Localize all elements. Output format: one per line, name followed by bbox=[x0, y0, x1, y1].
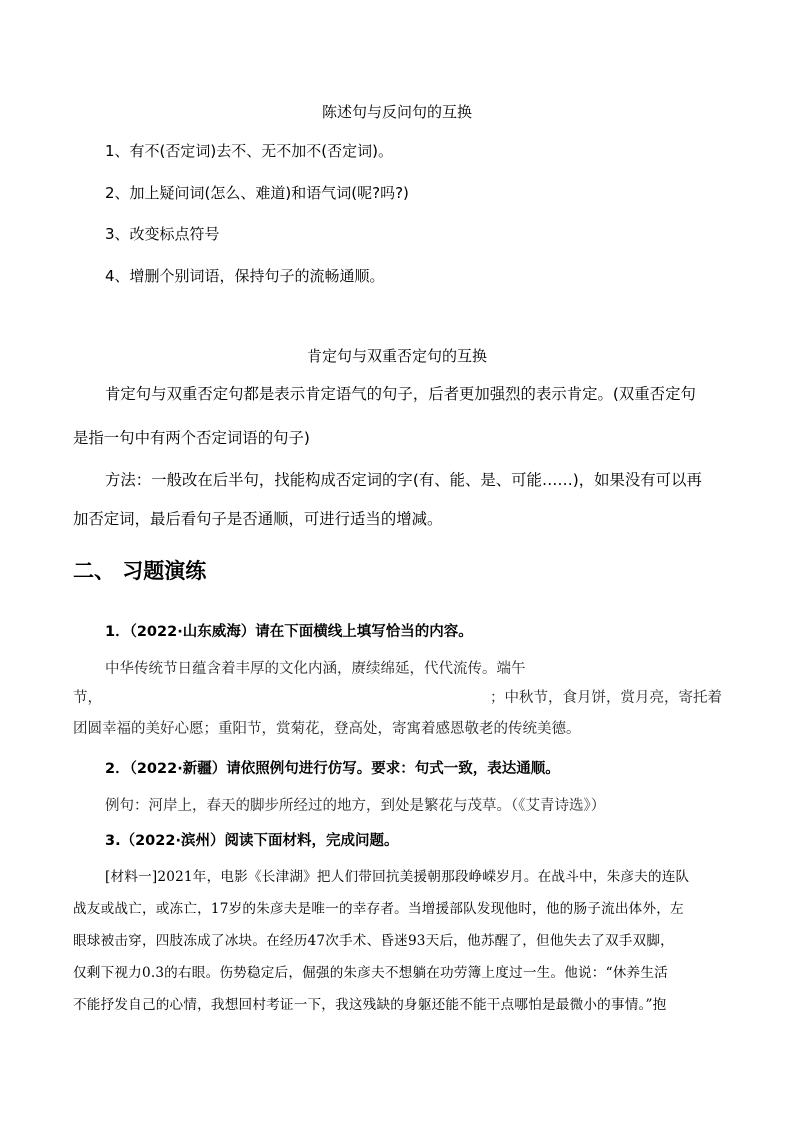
material-line-1: [材料一]2021年，电影《长津湖》把人们带回抗美援朝那段峥嵘岁月。在战斗中，朱彦夫的连队 bbox=[105, 869, 690, 885]
material-line-5: 不能抒发自己的心情，我想回村考证一下，我这残缺的身躯还能不能干点哪怕是最微小的事情。”抱 bbox=[73, 997, 667, 1013]
exercise-heading: 二、 习题演练 bbox=[73, 559, 207, 583]
section-title-declarative-rhetorical: 陈述句与反问句的互换 bbox=[321, 103, 472, 121]
material-line-4: 仅剩下视力0.3的右眼。伤势稳定后，倔强的朱彦夫不想躺在功劳簿上度过一生。他说：“休养生活 bbox=[73, 965, 668, 981]
rule-item-2: 2、加上疑问词(怎么、难道)和语气词(呢?吗?) bbox=[105, 184, 409, 202]
question-1-line-3: 团圆幸福的美好心愿；重阳节，赏菊花，登高处，寄寓着感恩敬老的传统美德。 bbox=[73, 721, 581, 737]
question-3-title: 3.（2022·滨州）阅读下面材料，完成问题。 bbox=[105, 833, 399, 849]
question-1-line-2-start: 节， bbox=[73, 690, 102, 706]
material-line-2: 战友或战亡，或冻亡，17岁的朱彦夫是唯一的幸存者。当增援部队发现他时，他的肠子流出体外，左 bbox=[73, 901, 684, 917]
rule-item-3: 3、改变标点符号 bbox=[105, 225, 220, 243]
method-paragraph-line-1: 方法：一般改在后半句，找能构成否定词的字(有、能、是、可能……)，如果没有可以再 bbox=[105, 471, 702, 489]
explanation-paragraph-line-2: 是指一句中有两个否定词语的句子) bbox=[73, 429, 310, 447]
question-1-line-1: 中华传统节日蕴含着丰厚的文化内涵，赓续绵延，代代流传。端午 bbox=[105, 661, 526, 677]
material-line-3: 眼球被击穿，四肢冻成了冰块。在经历47次手术、昏迷93天后，他苏醒了，但他失去了双手双脚， bbox=[73, 933, 674, 949]
method-paragraph-line-2: 加否定词，最后看句子是否通顺，可进行适当的增减。 bbox=[73, 510, 443, 528]
answer-blank[interactable] bbox=[103, 704, 488, 705]
question-2-title: 2．（2022·新疆）请依照例句进行仿写。要求：句式一致，表达通顺。 bbox=[105, 761, 560, 777]
explanation-paragraph-line-1: 肯定句与双重否定句都是表示肯定语气的句子，后者更加强烈的表示肯定。(双重否定句 bbox=[105, 385, 696, 403]
rule-item-4: 4、增删个别词语，保持句子的流畅通顺。 bbox=[105, 267, 385, 285]
section-title-affirmative-double-negative: 肯定句与双重否定句的互换 bbox=[306, 347, 487, 365]
question-2-example: 例句：河岸上，春天的脚步所经过的地方，到处是繁花与茂草。（《艾青诗选》） bbox=[105, 798, 606, 814]
question-1-title: 1．（2022·山东威海）请在下面横线上填写恰当的内容。 bbox=[105, 624, 473, 640]
question-1-line-2-end: ；中秋节，食月饼，赏月亮，寄托着 bbox=[490, 690, 722, 706]
rule-item-1: 1、有不(否定词)去不、无不加不(否定词)。 bbox=[105, 142, 393, 160]
